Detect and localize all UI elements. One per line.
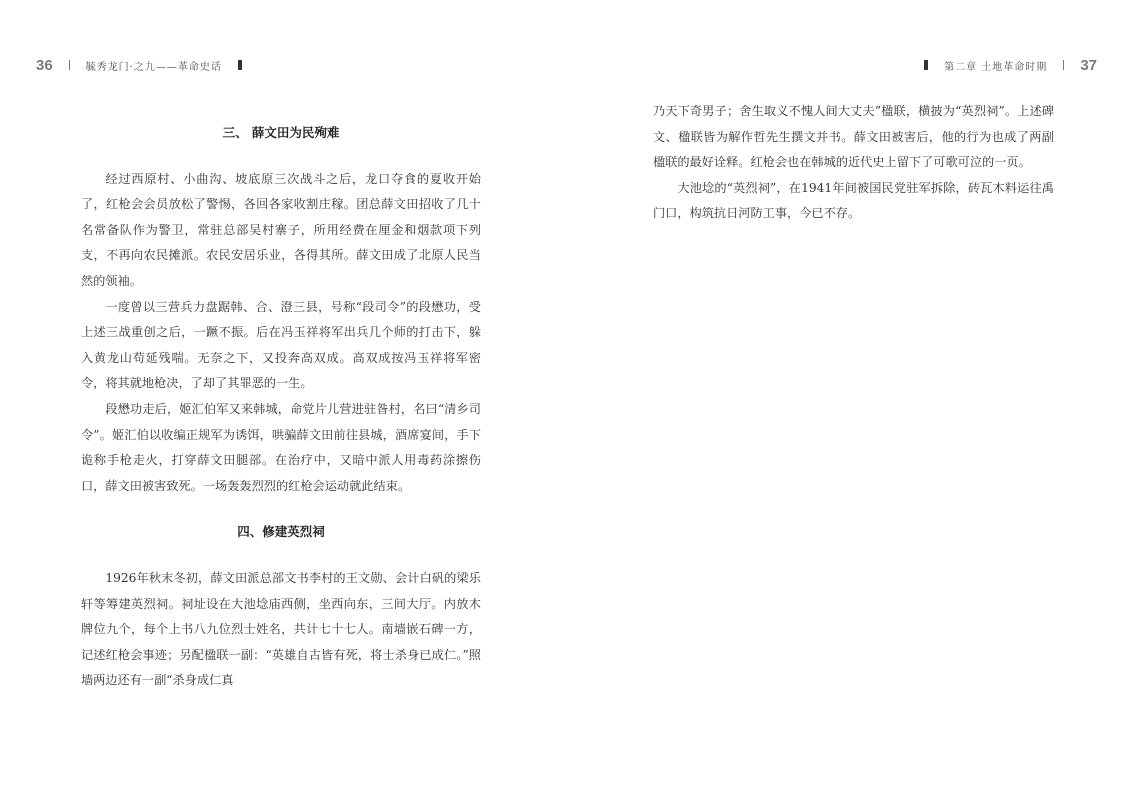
header-marker xyxy=(238,60,242,70)
header-marker xyxy=(924,60,928,70)
left-page-body xyxy=(81,120,481,694)
right-running-header xyxy=(908,52,1097,78)
paragraph: 段懋功走后，姬汇伯军又来韩城，命党片儿营进驻昝村，名曰“清乡司令”。姬汇伯以收编正规军为诱饵，哄骗薛文田前往县城，酒席宴间，手下诡称手枪走火，打穿薛文田腿部。在治疗中，又暗中派人用毒药涂擦伤口，薛文田被害致死。一场轰轰烈烈的红枪会运动就此结束。 xyxy=(81,401,481,493)
paragraph: 大池埝的“英烈祠”，在1941年间被国民党驻军拆除，砖瓦木料运往禹门口，构筑抗日河防工事，今已不存。 xyxy=(653,180,1054,221)
page-number-left: 36 xyxy=(36,56,53,74)
section-title-3: 三、 薛文田为民殉难 xyxy=(222,125,340,140)
left-page xyxy=(0,0,566,799)
right-page-body xyxy=(653,99,1054,227)
left-running-header xyxy=(36,52,258,78)
book-title-header: 毓秀龙门·之九——革命史话 xyxy=(85,61,222,73)
page-number-right: 37 xyxy=(1080,56,1097,74)
paragraph: 1926年秋末冬初，薛文田派总部文书李村的王文勋、会计白矾的梁乐轩等筹建英烈祠。祠址设在大池埝庙西侧，坐西向东，三间大厅。内放木牌位九个，每个上书八九位烈士姓名，共计七十七人。南墙嵌石碑一方，记述红枪会事迹；另配楹联一副：“英雄自古皆有死，将士杀身已成仁。”照墙两边还有一副“杀身成仁真 xyxy=(81,570,481,688)
section-title-4: 四、修建英烈祠 xyxy=(237,524,325,540)
chapter-title-header: 第二章 土地革命时期 xyxy=(944,61,1048,73)
header-divider xyxy=(1063,60,1064,70)
paragraph: 一度曾以三营兵力盘踞韩、合、澄三县，号称“段司令”的段懋功，受上述三战重创之后，一蹶不振。后在冯玉祥将军出兵几个师的打击下，躲入黄龙山苟延残喘。无奈之下，又投奔高双成。高双成按冯玉祥将军密令，将其就地枪决，了却了其罪恶的一生。 xyxy=(81,299,481,391)
header-divider xyxy=(69,60,70,70)
paragraph-continued: 乃天下奇男子；舍生取义不愧人间大丈夫”楹联，横披为“英烈祠”。上述碑文、楹联皆为解作哲先生撰文并书。薛文田被害后，他的行为也成了两副楹联的最好诠释。红枪会也在韩城的近代史上留下了可歌可泣的一页。 xyxy=(653,104,1054,170)
paragraph: 经过西原村、小曲沟、坡底原三次战斗之后，龙口夺食的夏收开始了，红枪会会员放松了警惕，各回各家收割庄稼。团总薛文田招收了几十名常备队作为警卫，常驻总部吴村寨子，所用经费在厘金和烟款项下列支，不再向农民摊派。农民安居乐业，各得其所。薛文田成了北原人民当然的领袖。 xyxy=(81,171,481,288)
right-page xyxy=(566,0,1133,799)
